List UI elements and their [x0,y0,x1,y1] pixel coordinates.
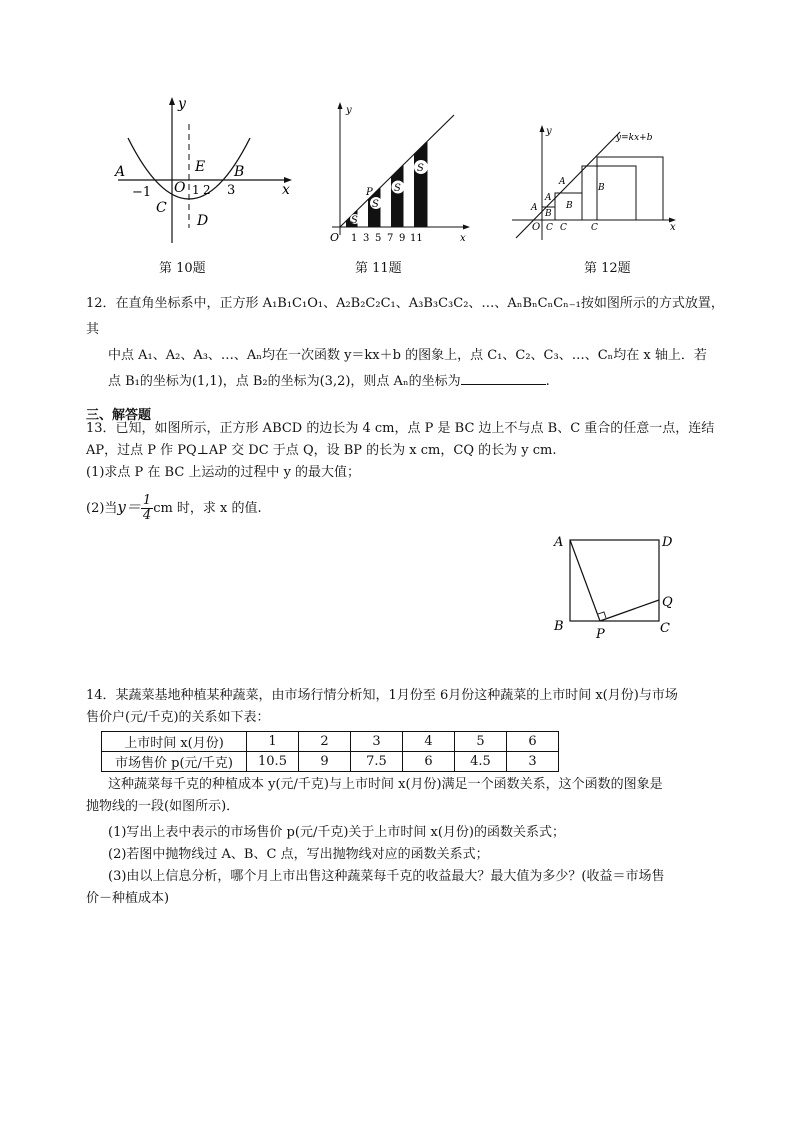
label-S3: S [394,183,401,194]
table-cell: 10.5 [247,752,299,772]
label-A1: A [531,203,538,213]
table-cell: 7.5 [351,752,403,772]
tick-9: 9 [399,233,406,244]
caption-fig12: 第 12题 [584,261,631,276]
figure-12 [508,120,688,245]
label-S4: S [417,163,424,174]
label-O: O [174,180,186,196]
label-S2: S [372,199,379,210]
y-axis-arrow [338,102,343,109]
square-ABCD [570,540,659,621]
label-B: B [554,619,564,634]
strip-1 [346,105,357,227]
q13-part2-pre: (2)当 [86,501,118,516]
tick-11: 11 [410,233,423,244]
price-table [101,731,559,772]
tick-1: 1 [351,233,358,244]
q14-part2: (2)若图中抛物线过 A、B、C 点，写出抛物线对应的函数关系式； [108,847,489,862]
question-14-body [86,774,726,910]
table-row [102,752,559,772]
strip-3 [391,105,403,227]
label-A3: A [559,177,566,187]
table-cell: 5 [455,732,507,752]
table-cell: 4 [403,732,455,752]
figure-11 [318,95,478,250]
label-C2: C [560,223,567,233]
q13-line2: AP，过点 P 作 PQ⊥AP 交 DC 于点 Q，设 BP 的长为 x cm，CQ 的长为 y cm. [86,443,557,458]
fraction [141,494,153,523]
q14-line4: 抛物线的一段(如图所示)． [86,799,240,814]
label-x: x [670,222,676,233]
tick-3: 3 [363,233,370,244]
label-1: 1 [192,183,200,197]
q12-line3-text: 点 B₁的坐标为(1,1)，点 B₂的坐标为(3,2)，则点 Aₙ的坐标为 [108,374,461,389]
table-cell: 3 [507,752,559,772]
q12-line1: 12．在直角坐标系中，正方形 A₁B₁C₁O₁、A₂B₂C₂C₁、A₃B₃C₃C₂、…、AₙBₙCₙCₙ₋₁按如图所示的方式放置，其 [86,296,724,337]
label-A: A [115,164,126,180]
label-y: y [178,96,186,112]
q12-line3 [86,369,726,395]
label-Q: Q [662,595,673,610]
label-minus1: −1 [132,185,152,200]
table-cell: 3 [351,732,403,752]
label-D: D [197,213,209,229]
q14-part3-line1: (3)由以上信息分析，哪个月上市出售这种蔬菜每千克的收益最大？最大值为多少？(收益＝市场售 [108,869,665,884]
q13-part2-post: cm 时，求 x 的值. [153,501,262,516]
label-eq: y=kx+b [616,133,653,143]
table-cell: 9 [299,752,351,772]
q12-line2: 中点 A₁、A₂、A₃、…、Aₙ均在一次函数 y＝kx＋b 的图象上，点 C₁、C₂、C₃、…、Cₙ均在 x 轴上．若 [108,348,707,363]
label-C3: C [591,223,598,233]
label-D: D [662,535,673,550]
figure-13 [550,528,690,646]
caption-fig11: 第 11题 [355,261,402,276]
table-cell: 4.5 [455,752,507,772]
label-B3: B [598,183,605,193]
label-O: O [330,231,340,244]
section-heading: 三、解答题 [86,408,152,423]
label-P: P [596,627,605,642]
label-y: y [546,126,552,137]
caption-fig10: 第 10题 [159,261,206,276]
segment-AP [570,540,600,621]
label-C: C [156,200,167,216]
label-x: x [282,182,290,198]
fraction-numerator: 1 [142,493,152,508]
q13-part2 [86,492,726,524]
table-cell: 1 [247,732,299,752]
y-axis-arrow [169,97,175,105]
answer-blank[interactable] [461,370,546,385]
figure-10 [110,88,300,253]
q14-line3: 这种蔬菜每千克的种植成本 y(元/千克)与上市时间 x(月份)满足一个函数关系，这个函数的图象是 [108,777,663,792]
label-O: O [532,222,541,233]
q13-line1: 13．已知，如图所示，正方形 ABCD 的边长为 4 cm，点 P 是 BC 边上不与点 B、C 重合的任意一点，连结 [86,421,715,436]
segment-PQ [600,600,659,621]
y-axis-arrow [540,125,545,132]
q14-part1: (1)写出上表中表示的市场售价 p(元/千克)关于上市时间 x(月份)的函数关系式； [108,825,565,840]
label-y: y [346,105,352,116]
label-C: C [660,621,670,636]
label-3: 3 [227,183,236,198]
fraction-denominator: 4 [142,508,152,523]
x-axis-arrow [463,225,470,230]
question-13 [86,418,726,524]
question-14 [86,685,726,729]
table-row-label: 市场售价 p(元/千克) [102,752,247,772]
label-C1: C [546,223,553,233]
label-B2: B [566,201,573,211]
right-angle-mark [598,612,606,618]
label-2: 2 [203,183,211,197]
square-3 [582,166,636,220]
table-cell: 6 [403,752,455,772]
table-cell: 6 [507,732,559,752]
q13-part1: (1)求点 P 在 BC 上运动的过程中 y 的最大值； [86,465,361,480]
table-row-label: 上市时间 x(月份) [102,732,247,752]
label-P: P [366,187,373,198]
label-S1: S [351,215,358,226]
q13-part2-var: y＝ [117,498,141,516]
table-cell: 2 [299,732,351,752]
label-E: E [195,159,206,175]
label-x: x [460,233,466,244]
label-B1: B [545,209,552,219]
q14-part3-line2: 价－种植成本) [86,891,170,906]
label-B: B [234,164,245,180]
label-A2: A [545,193,552,203]
q14-line1: 14．某蔬菜基地种植某种蔬菜，由市场行情分析知，1月份至 6月份这种蔬菜的上市时间 x(月份)与市场 [86,688,678,703]
q14-line2: 售价户(元/千克)的关系如下表： [86,710,270,725]
question-12 [86,291,726,395]
table-row [102,732,559,752]
tick-7: 7 [387,233,394,244]
tick-5: 5 [375,233,382,244]
label-A: A [554,535,564,550]
q12-line3-end: . [545,374,550,389]
